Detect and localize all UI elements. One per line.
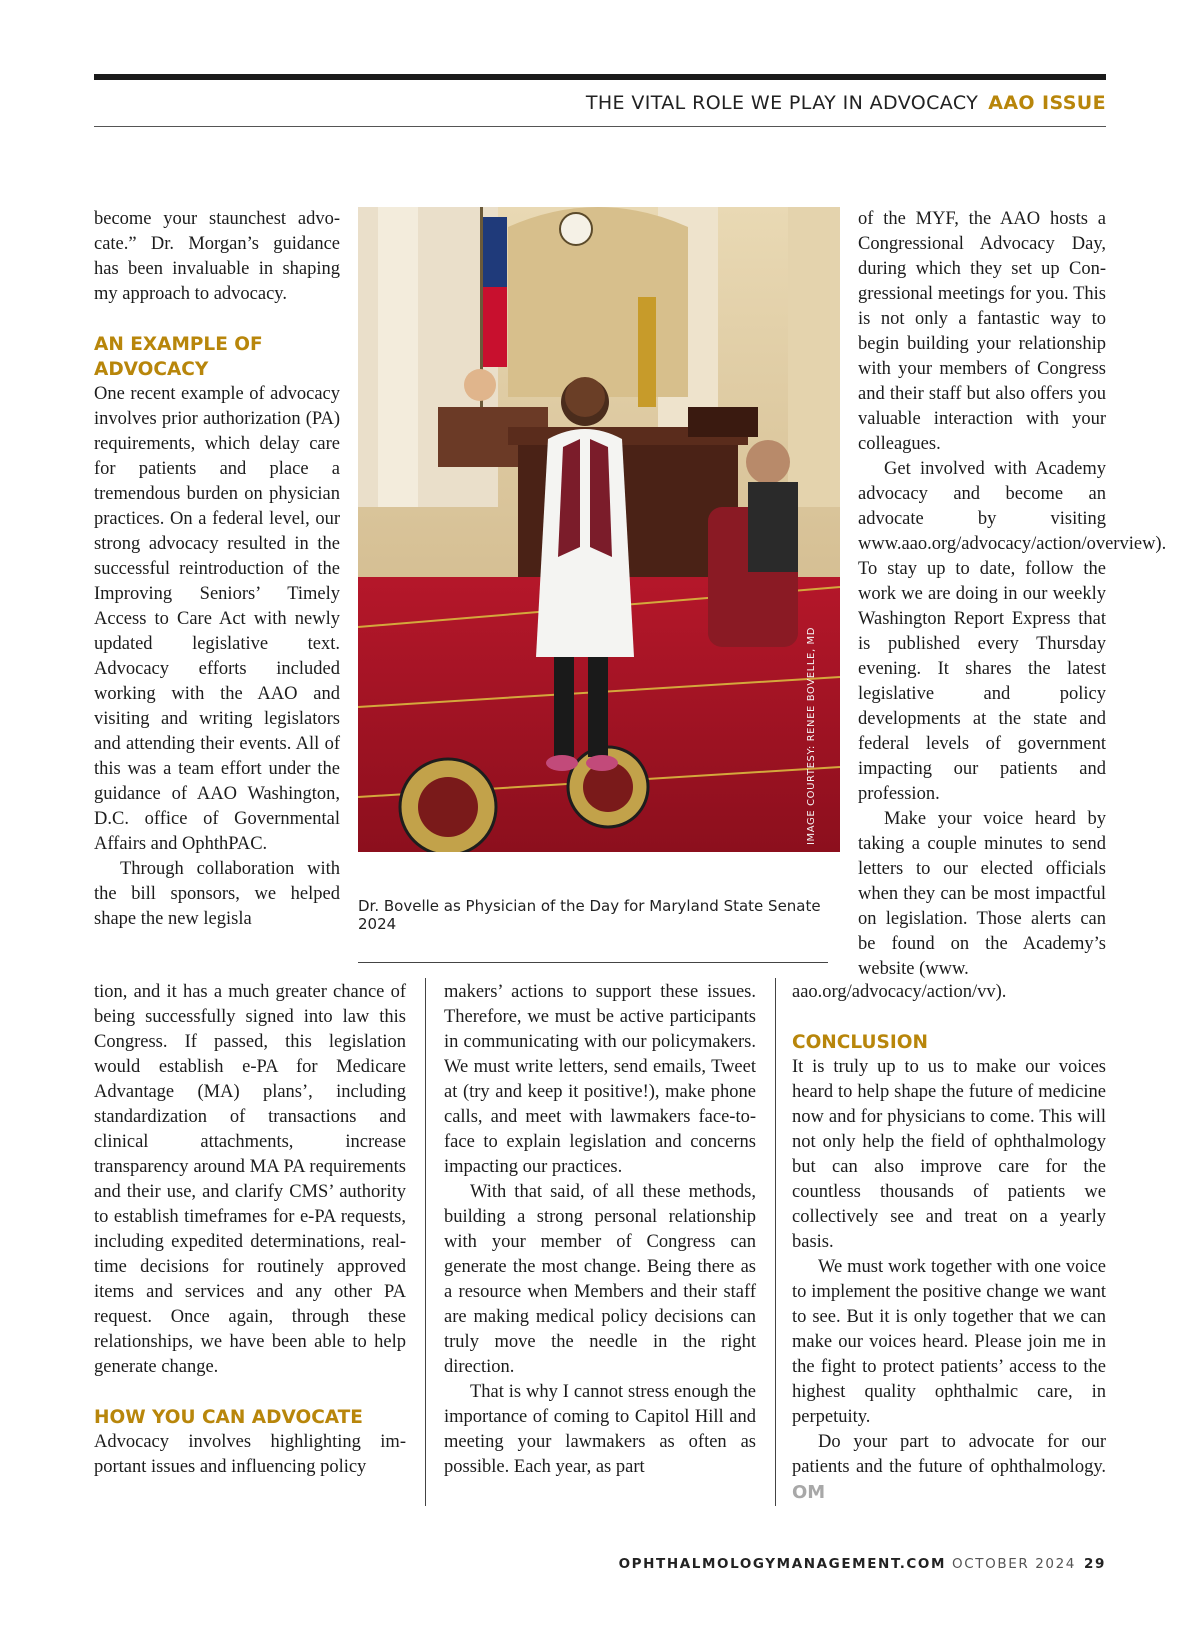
paragraph: One recent example of advocacy involves prior authorization (PA) requirements, which delay care for patients and place a tremendous burden on physician practices. On a federal level, our strong advocacy resulted in the successful reintroduction of the Improving Seniors’ Timely Access to Care Act with newly updated legislative text. Advocacy efforts included working with the AAO and visiting and writing legislators and attending their events. All of this was a team effort under the guidance of AAO Washington, D.C. office of Governmental Affairs and OphthPAC. <box>94 384 340 854</box>
issue-label: AAO ISSUE <box>988 92 1106 114</box>
article-photo <box>358 207 840 852</box>
paragraph: of the MYF, the AAO hosts a Congressional Advocacy Day, during which they set up Congressional meetings for you. This is not only a fantastic way to begin building your relationship with your members of Congress and their staff but also offers you valuable interaction with your colleagues. <box>858 209 1106 454</box>
paragraph: Get involved with Academy advocacy and become an advocate by visiting www.aao.org/advocacy/action/overview). To stay up to date, follow the work we are doing in our weekly Washington Report Express that is published every Thursday evening. It shares the latest legislative and policy developments at the state and federal levels of government impacting our patients and profession. <box>858 459 1167 804</box>
column-divider <box>775 978 776 1506</box>
paragraph: Advocacy involves highlighting important issues and influencing policy <box>94 1432 406 1477</box>
footer-site: OPHTHALMOLOGYMANAGEMENT.COM <box>618 1556 947 1572</box>
paragraph: tion, and it has a much greater chance of being successfully signed into law this Congress. If passed, this legislation would establish e-PA for Medicare Advantage (MA) plans’, including standardization of transactions and clinical attachments, increase transparency around MA PA requirements and their use, and clarify CMS’ authority to establish timeframes for e-PA requests, including expedited determinations, real-time decisions for routinely approved items and services and any other PA request. Once again, through these relationships, we have been able to help generate change. <box>94 982 406 1377</box>
paragraph: With that said, of all these methods, building a strong personal relationship with your member of Congress can generate the most change. Being there as a resource when Members and their staff are making medical policy decisions can truly move the needle in the right direction. <box>444 1182 756 1377</box>
paragraph: We must work together with one voice to implement the positive change we want to see. But it is only together that we can make our voices heard. Please join me in the fight to protect patients’ access to the highest quality ophthalmic care, in perpetuity. <box>792 1257 1106 1427</box>
header-rule <box>94 126 1106 127</box>
column-a <box>94 207 340 932</box>
column-b <box>444 980 756 1480</box>
subhead-conclusion: CONCLUSION <box>792 1032 928 1053</box>
caption-rule <box>358 962 828 963</box>
column-c <box>858 207 1167 982</box>
paragraph: That is why I cannot stress enough the importance of coming to Capitol Hill and meeting your lawmakers as often as possible. Each year, as part <box>444 1382 756 1477</box>
paragraph: Make your voice heard by taking a couple minutes to send letters to our elected officials when they can be most impactful on legislation. Those alerts can be found on the Academy’s website (www. <box>858 809 1106 979</box>
running-header <box>94 92 1106 114</box>
paragraph: aao.org/advocacy/action/vv). <box>792 982 1007 1002</box>
final-paragraph <box>792 1430 1106 1506</box>
end-mark: OM <box>792 1482 826 1503</box>
paragraph: become your staunchest advocate.” Dr. Morgan’s guidance has been invaluable in shaping my approach to advocacy. <box>94 209 340 304</box>
top-rule <box>94 74 1106 80</box>
column-c-lower <box>792 980 1106 1506</box>
paragraph: makers’ actions to support these issues. Therefore, we must be active participants in communicating with our policymakers. We must write letters, send emails, Tweet at (try and keep it positive!), make phone calls, and meet with lawmakers face-to-face to explain legislation and concerns impacting our practices. <box>444 982 756 1177</box>
footer-date: OCTOBER 2024 <box>952 1556 1076 1572</box>
page-footer <box>619 1556 1106 1572</box>
photo-caption: Dr. Bovelle as Physician of the Day for Maryland State Senate 2024 <box>358 897 821 933</box>
photo-credit: IMAGE COURTESY: RENEE BOVELLE, MD <box>806 626 817 845</box>
paragraph-text: Do your part to advocate for our patients and the future of ophthalmology. <box>792 1432 1106 1477</box>
column-divider <box>425 978 426 1506</box>
subhead-example-of-advocacy: AN EXAMPLE OF ADVOCACY <box>94 334 263 380</box>
page-number: 29 <box>1084 1556 1106 1572</box>
senate-chamber-photo <box>358 207 840 852</box>
column-a-lower <box>94 980 406 1480</box>
subhead-how-you-can-advocate: HOW YOU CAN ADVOCATE <box>94 1407 363 1428</box>
section-title: THE VITAL ROLE WE PLAY IN ADVOCACY <box>585 92 979 114</box>
paragraph: It is truly up to us to make our voices heard to help shape the future of medicine now and for physicians to come. This will not only help the field of ophthalmology but can also improve care for the countless thousands of patients we collectively see and treat on a yearly basis. <box>792 1057 1106 1252</box>
paragraph: Through collaboration with the bill sponsors, we helped shape the new legisla <box>94 859 340 929</box>
